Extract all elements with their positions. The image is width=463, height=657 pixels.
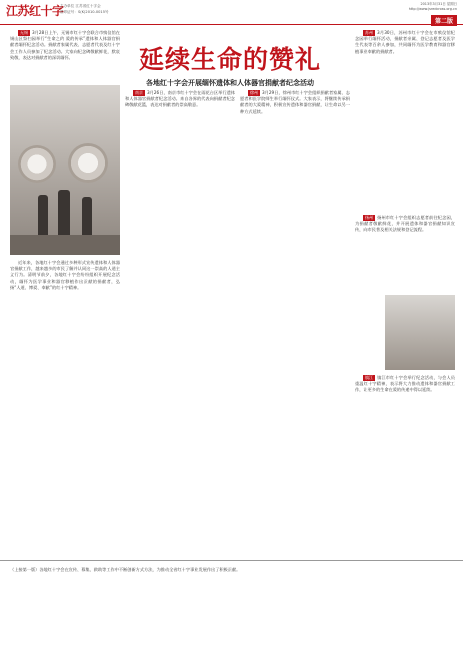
event-photo xyxy=(385,295,455,370)
wreath-shape xyxy=(18,145,56,183)
edition-badge: 第二版 xyxy=(431,15,457,26)
continued-article xyxy=(10,563,455,643)
region-tag-nanjing: 南京 xyxy=(135,90,143,95)
issue-date: 2013年3月31日 星期日 xyxy=(420,2,457,6)
column-text: 3月28日上午，无锡市红十字会联合市殡仪馆在锡山区祭扫园举行“生命之约 爱的传承”遗体和人体器官捐献者缅怀纪念活动。捐献者家属代表、志愿者代表及红十字会工作人员参加了纪念活动。大家向纪念碑敬献鲜花，默哀致敬，表达对捐献者的深切缅怀。 xyxy=(10,30,120,60)
article-column-2 xyxy=(10,260,120,555)
article-column-6 xyxy=(355,215,455,290)
article-column-4 xyxy=(240,90,350,555)
newspaper-logo: 江苏红十字 xyxy=(6,4,64,18)
publisher-info: 主办单位 江苏省红十字会 xyxy=(60,4,101,8)
column-text: 3月26日，南京市红十字会在雨花台区举行遗体和人体器官捐献者纪念活动。来自各界的代表向捐献者纪念碑敬献花篮，表达对捐献者的崇高敬意。 xyxy=(125,90,235,108)
wreath-shape xyxy=(68,143,108,183)
article-column-1 xyxy=(10,30,120,82)
region-tag-suzhou: 苏州 xyxy=(365,30,373,35)
column-text: 近年来，各地红十字会通过多种形式宣传遗体和人体器官捐献工作，越来越多的市民了解并认同这一崇高的人道主义行为。清明节前夕，各地红十字会纷纷组织开展纪念活动，缅怀为医学事业和器官移植作出贡献的捐献者，弘扬“人道、博爱、奉献”的红十字精神。 xyxy=(10,260,120,290)
memorial-photo xyxy=(10,85,120,255)
masthead xyxy=(0,0,463,25)
person-figure xyxy=(82,197,92,235)
subheadline: 各地红十字会开展缅怀遗体和人体器官捐献者纪念活动 xyxy=(146,79,314,87)
headline-block xyxy=(124,40,336,88)
permit-info: 准印证号：S(K)2010-0015号 xyxy=(60,10,109,14)
section-divider xyxy=(0,560,463,561)
article-column-7 xyxy=(355,375,455,555)
region-tag-wuxi: 无锡 xyxy=(20,30,28,35)
column-text: 扬州市红十字会组织志愿者前往纪念园，为捐献者敬献鲜花，并开展遗体和器官捐献知识宣传，向市民普及相关法规和登记流程。 xyxy=(355,215,455,233)
date-and-url xyxy=(367,2,457,12)
person-figure xyxy=(58,190,70,235)
column-text: 镇江市红十字会举行纪念活动，与会人员重温红十字精神，表示将大力推动遗体和器官捐献工作，让更多的生命在爱的传递中得以延续。 xyxy=(355,375,455,393)
region-tag-xuzhou: 徐州 xyxy=(250,90,258,95)
article-column-5 xyxy=(355,30,455,210)
article-column-3 xyxy=(125,90,235,555)
person-figure xyxy=(38,195,48,235)
column-text: 3月29日，徐州市红十字会组织捐献者家属、志愿者和医学院师生举行缅怀仪式。大家表示，将继续传承捐献者的大爱精神，积极宣传遗体和器官捐献，让生命以另一种方式延续。 xyxy=(240,90,350,114)
headline: 延续生命的赞礼 xyxy=(138,45,321,74)
region-tag-yangzhou: 扬州 xyxy=(365,215,373,220)
website-url[interactable]: http://www.jsredcross.org.cn xyxy=(408,7,457,11)
region-tag-zhenjiang: 镇江 xyxy=(365,375,373,380)
column-text: （上接第一版）各地红十字会在宣传、募集、救助等工作中不断创新方式方法，为推动全省红十字事业发展作出了积极贡献。 xyxy=(10,567,241,573)
steps-shape xyxy=(10,235,120,255)
column-text: 3月30日，苏州市红十字会在市殡仪馆纪念园举行缅怀活动，捐献者亲属、登记志愿者及医学生代表等百余人参加，共同缅怀为医学教育和器官移植事业奉献的捐献者。 xyxy=(355,30,455,54)
